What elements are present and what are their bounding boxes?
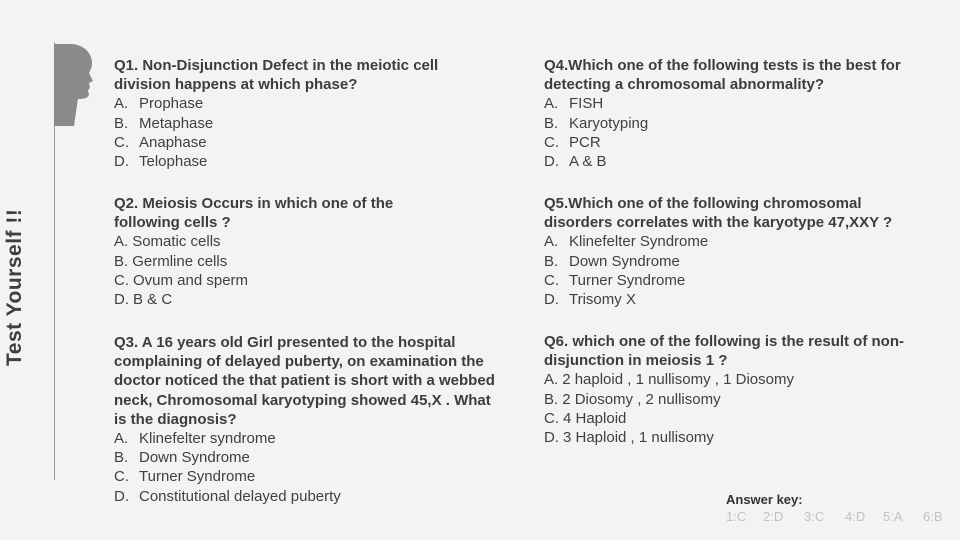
option-b: B. Metaphase [114,114,214,132]
answer-key-item: 2:D [763,509,784,524]
option-c: C. Anaphase [114,133,207,151]
option-a: A. Somatic cells [114,233,221,251]
option-b: B. Germline cells [114,252,228,270]
side-title: Test Yourself !! [3,208,26,366]
answer-key-item: 3:C [804,509,825,524]
option-d: D. B & C [114,291,173,309]
question-6 [544,332,924,447]
question-text: Q4.Which one of the following tests is the best for detecting a chromosomal abnormality? [544,57,901,94]
option-d: D. 3 Haploid , 1 nullisomy [544,429,714,447]
answer-key-item: 1:C [726,509,747,524]
option-b: B. Karyotyping [544,114,649,132]
question-text: Q6. which one of the following is the result of non-disjunction in meiosis 1 ? [544,333,904,370]
answer-key-item: 4:D [845,509,866,524]
question-text: Q2. Meiosis Occurs in which one of the following cells ? [114,195,394,232]
question-3 [114,333,504,506]
answer-key-title: Answer key: [726,492,803,507]
option-c: C. Turner Syndrome [114,468,256,486]
option-c: C. 4 Haploid [544,409,627,427]
question-2 [114,194,444,309]
option-b: B. Down Syndrome [544,252,680,270]
question-text: Q5.Which one of the following chromosomal disorders correlates with the karyotype 47,XXY ? [544,195,893,232]
option-c: C. PCR [544,133,601,151]
option-a: A. 2 haploid , 1 nullisomy , 1 Diosomy [544,371,794,389]
question-4 [544,56,904,171]
option-d: D. A & B [544,153,607,171]
head-silhouette-icon [50,42,94,126]
option-a: A. Klinefelter Syndrome [544,233,709,251]
option-a: A. FISH [544,95,604,113]
option-b: B. 2 Diosomy , 2 nullisomy [544,390,721,408]
option-d: D. Telophase [114,153,208,171]
answer-key-item: 6:B [923,509,943,524]
option-a: A. Klinefelter syndrome [114,430,276,448]
question-text: Q1. Non-Disjunction Defect in the meiotic cell division happens at which phase? [114,57,439,94]
option-a: A. Prophase [114,95,204,113]
option-d: D. Trisomy X [544,291,636,309]
option-b: B. Down Syndrome [114,449,250,467]
option-c: C. Turner Syndrome [544,271,686,289]
question-text: Q3. A 16 years old Girl presented to the hospital complaining of delayed puberty, on examination the doctor noticed the that patient is short with a webbed neck, Chromosomal karyotyping showed 45,X . What is the diagnosis? [114,334,495,428]
question-5 [544,194,934,309]
option-c: C. Ovum and sperm [114,271,249,289]
answer-key-item: 5:A [883,509,903,524]
option-d: D. Constitutional delayed puberty [114,487,341,505]
question-1 [114,56,474,171]
